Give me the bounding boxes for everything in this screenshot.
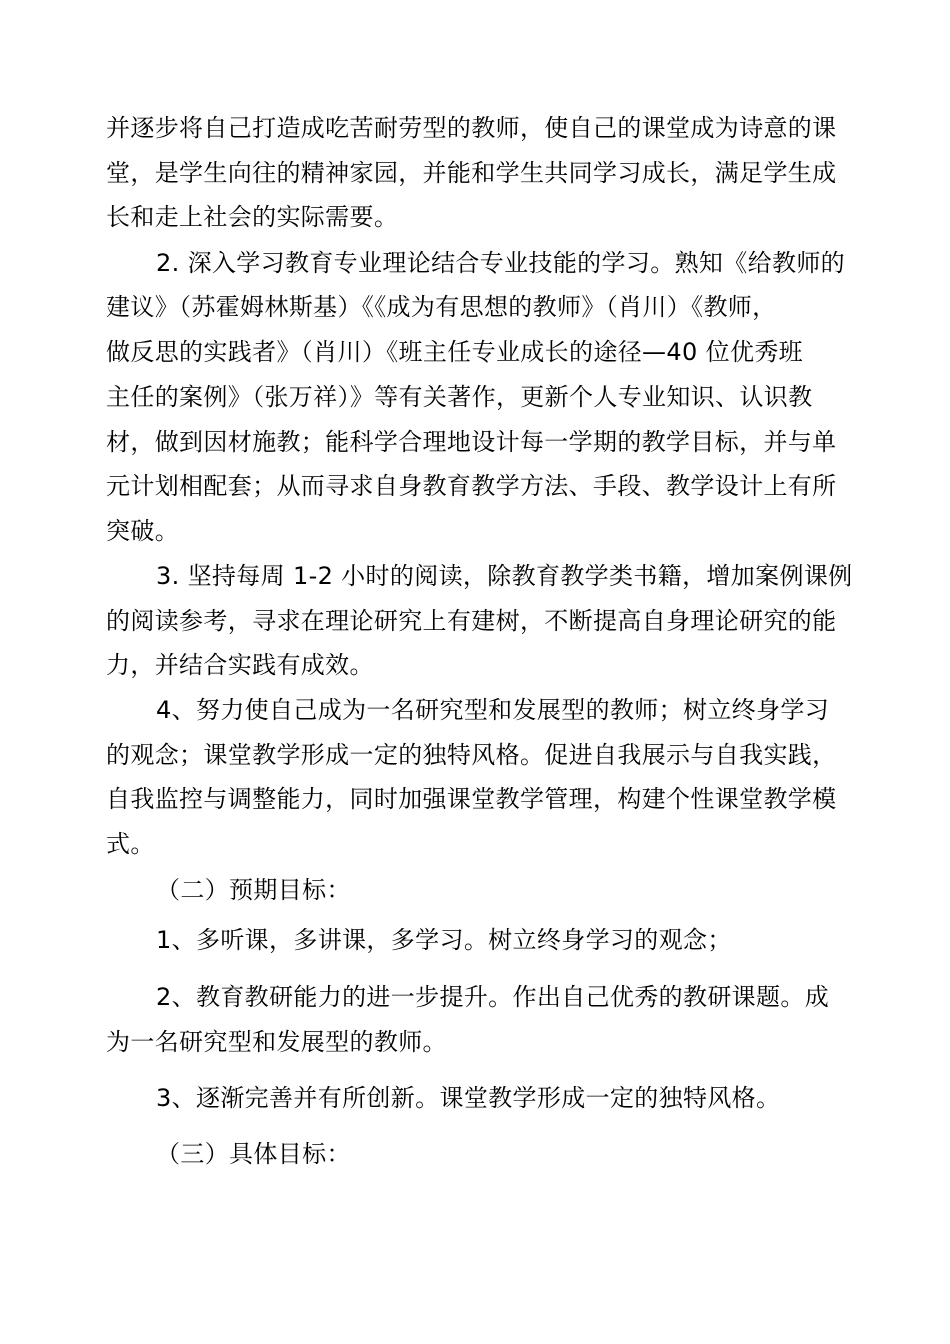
section-heading: （三）具体目标： [156, 1140, 351, 1168]
text-line: 的阅读参考，寻求在理论研究上有建树，不断提高自身理论研究的能 [106, 607, 837, 635]
text-line: 建议》（苏霍姆林斯基）《《成为有思想的教师》（肖川）《教师， [106, 293, 777, 321]
text-line: 为一名研究型和发展型的教师。 [106, 1028, 447, 1056]
text-line: 式。 [106, 830, 155, 858]
text-line: 突破。 [106, 517, 180, 545]
text-line: 2. 深入学习教育专业理论结合专业技能的学习。熟知《给教师的 [156, 249, 846, 277]
text-line: 1、多听课，多讲课，多学习。树立终身学习的观念； [156, 926, 732, 954]
text-line: 3、逐渐完善并有所创新。课堂教学形成一定的独特风格。 [156, 1084, 781, 1112]
text-line: 并逐步将自己打造成吃苦耐劳型的教师，使自己的课堂成为诗意的课 [106, 114, 837, 142]
text-line: 力，并结合实践有成效。 [106, 651, 374, 679]
text-line: 做反思的实践者》（肖川）《班主任专业成长的途径—40 位优秀班 [106, 338, 804, 366]
text-line: 的观念；课堂教学形成一定的独特风格。促进自我展示与自我实践， [106, 741, 837, 769]
text-line: 2、教育教研能力的进一步提升。作出自己优秀的教研课题。成 [156, 983, 830, 1011]
text-line: 主任的案例》（张万祥）》等有关著作，更新个人专业知识、认识教 [106, 383, 813, 411]
text-line: 元计划相配套；从而寻求自身教育教学方法、手段、教学设计上有所 [106, 472, 837, 500]
section-heading: （二）预期目标： [156, 876, 351, 904]
text-line: 长和走上社会的实际需要。 [106, 203, 399, 231]
text-line: 自我监控与调整能力，同时加强课堂教学管理，构建个性课堂教学模 [106, 785, 837, 813]
text-line: 堂，是学生向往的精神家园，并能和学生共同学习成长，满足学生成 [106, 159, 837, 187]
text-line: 4、努力使自己成为一名研究型和发展型的教师；树立终身学习 [156, 696, 830, 724]
text-line: 3. 坚持每周 1-2 小时的阅读，除教育教学类书籍，增加案例课例 [156, 562, 853, 590]
text-line: 材，做到因材施教；能科学合理地设计每一学期的教学目标，并与单 [106, 428, 837, 456]
